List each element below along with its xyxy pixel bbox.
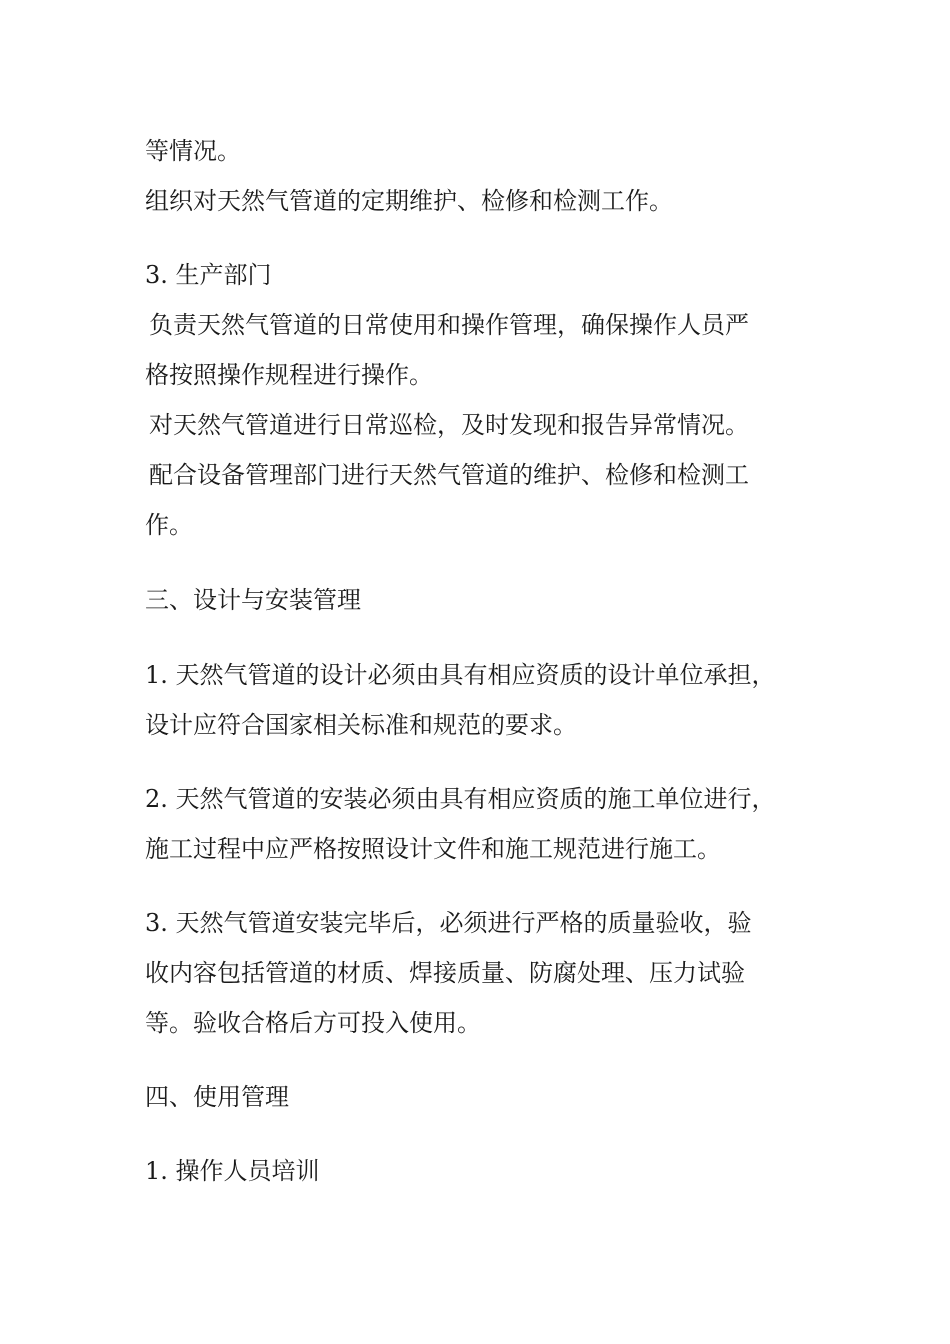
text-line: 设计应符合国家相关标准和规范的要求。 <box>145 711 577 739</box>
section-heading: 3. 生产部门 <box>145 261 272 289</box>
text-line: 收内容包括管道的材质、焊接质量、防腐处理、压力试验 <box>145 959 745 987</box>
text-line: 1. 天然气管道的设计必须由具有相应资质的设计单位承担， <box>145 661 776 689</box>
text-line: 等。验收合格后方可投入使用。 <box>145 1009 481 1037</box>
text-line: 格按照操作规程进行操作。 <box>145 361 433 389</box>
text-line: 配合设备管理部门进行天然气管道的维护、检修和检测工 <box>149 461 749 489</box>
text-line: 3. 天然气管道安装完毕后，必须进行严格的质量验收，验 <box>145 909 752 937</box>
text-line: 2. 天然气管道的安装必须由具有相应资质的施工单位进行， <box>145 785 776 813</box>
text-line: 组织对天然气管道的定期维护、检修和检测工作。 <box>145 187 673 215</box>
text-line: 施工过程中应严格按照设计文件和施工规范进行施工。 <box>145 835 721 863</box>
chapter-heading: 四、使用管理 <box>145 1083 289 1111</box>
text-line: 负责天然气管道的日常使用和操作管理，确保操作人员严 <box>149 311 749 339</box>
text-line: 等情况。 <box>145 137 241 165</box>
text-line: 对天然气管道进行日常巡检，及时发现和报告异常情况。 <box>149 411 749 439</box>
text-line: 作。 <box>145 511 193 539</box>
section-heading: 1. 操作人员培训 <box>145 1157 320 1185</box>
chapter-heading: 三、设计与安装管理 <box>145 586 361 614</box>
